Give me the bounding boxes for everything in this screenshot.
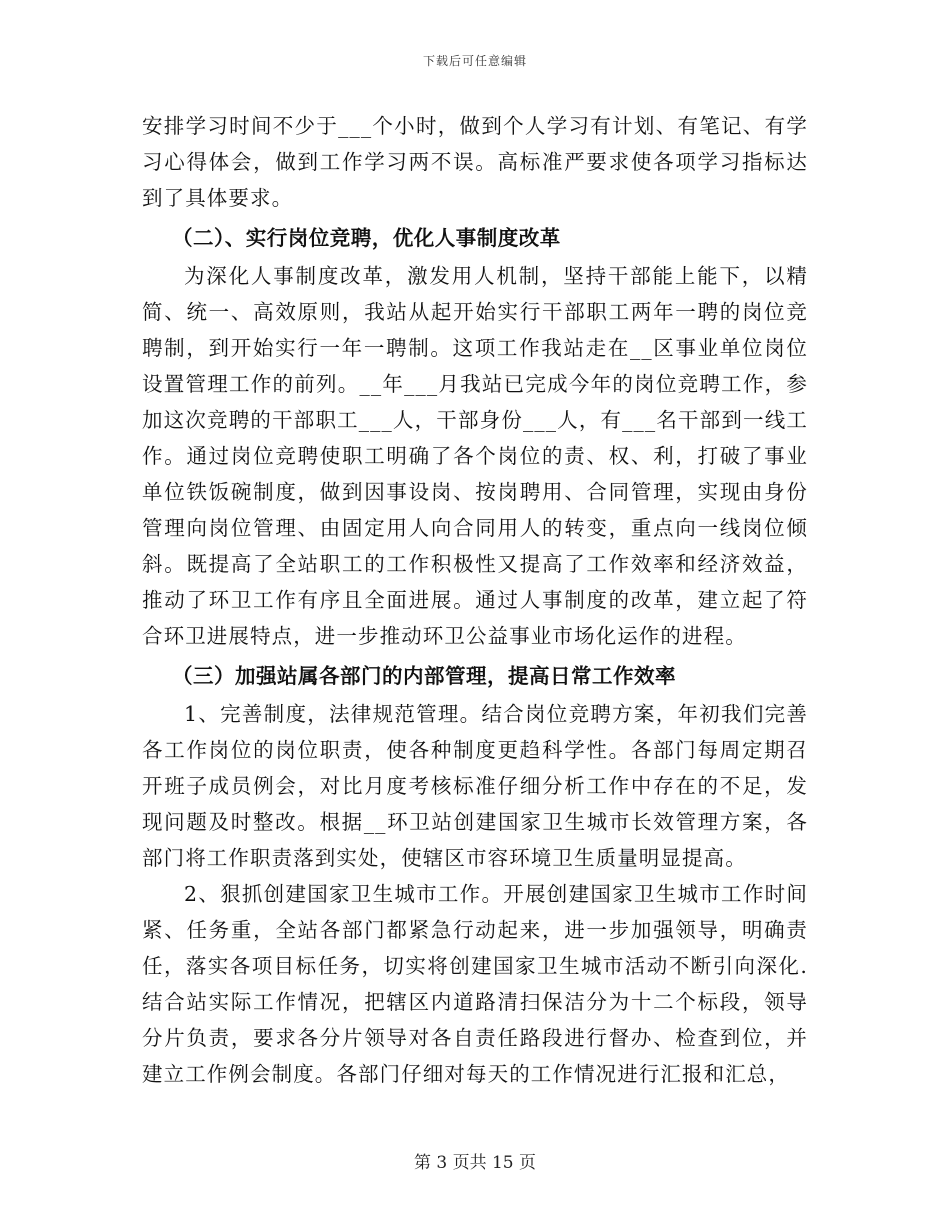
paragraph-sanitation-city: 2、狠抓创建国家卫生城市工作。开展创建国家卫生城市工作时间紧、任务重，全站各部门都紧急行动起来，进一步加强领导，明确责任，落实各项目标任务，切实将创建国家卫生城市活动不断引向深化.结合站实际工作情况，把辖区内道路清扫保洁分为十二个标段，领导分片负责，要求各分片领导对各自责任路段进行督办、检查到位，并建立工作例会制度。各部门仔细对每天的工作情况进行汇报和汇总， — [142, 882, 808, 1086]
section-heading-2: （二）、实行岗位竞聘，优化人事制度改革 — [172, 226, 561, 250]
paragraph-improve-system: 1、完善制度，法律规范管理。结合岗位竞聘方案，年初我们完善各工作岗位的岗位职责，使各种制度更趋科学性。各部门每周定期召开班子成员例会，对比月度考核标准仔细分析工作中存在的不足，发现问题及时整改。根据__环卫站创建国家卫生城市长效管理方案，各部门将工作职责落到实处，使辖区市容环境卫生质量明显提高。 — [142, 702, 808, 870]
paragraph-study-arrangement: 安排学习时间不少于___个小时，做到个人学习有计划、有笔记、有学习心得体会，做到工作学习两不误。高标准严要求使各项学习指标达到了具体要求。 — [142, 114, 808, 210]
page-number: 第 3 页共 15 页 — [413, 1153, 537, 1173]
section-heading-3: （三）加强站属各部门的内部管理，提高日常工作效率 — [172, 664, 676, 688]
page-header: 下载后可任意编辑 — [422, 54, 527, 68]
document-body — [142, 108, 808, 1092]
paragraph-hr-reform: 为深化人事制度改革，激发用人机制，坚持干部能上能下，以精简、统一、高效原则，我站从起开始实行干部职工两年一聘的岗位竞聘制，到开始实行一年一聘制。这项工作我站走在__区事业单位岗位设置管理工作的前列。__年___月我站已完成今年的岗位竞聘工作，参加这次竞聘的干部职工___人，干部身份___人，有___名干部到一线工作。通过岗位竞聘使职工明确了各个岗位的责、权、利，打破了事业单位铁饭碗制度，做到因事设岗、按岗聘用、合同管理，实现由身份管理向岗位管理、由固定用人向合同用人的转变，重点向一线岗位倾斜。既提高了全站职工的工作积极性又提高了工作效率和经济效益，推动了环卫工作有序且全面进展。通过人事制度的改革，建立起了符合环卫进展特点，进一步推动环卫公益事业市场化运作的进程。 — [142, 264, 808, 648]
